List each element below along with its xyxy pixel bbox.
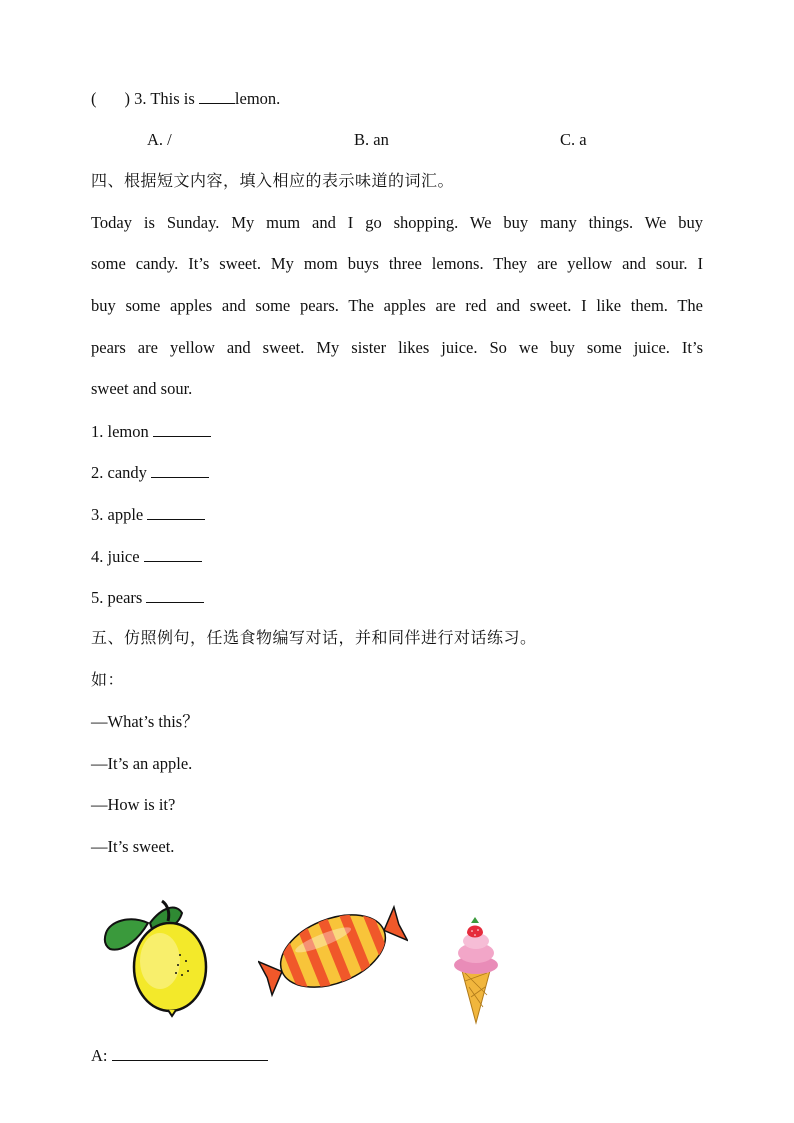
passage-line: pears are yellow and sweet. My sister likes juice. So we buy some juice. It’s (91, 338, 703, 357)
dialogue-line: —It’s sweet. (91, 837, 175, 856)
question-3-tail: lemon. (234, 89, 281, 108)
option-c[interactable]: C. a (560, 130, 587, 149)
passage-line: some candy. It’s sweet. My mom buys three lemons. They are yellow and sour. I (91, 254, 703, 273)
example-label: 如： (91, 670, 125, 689)
option-b[interactable]: B. an (354, 130, 389, 149)
fill-item-lemon (91, 421, 703, 442)
blank-line[interactable] (153, 421, 211, 437)
option-a[interactable]: A. / (147, 130, 172, 149)
fill-item-label: 3. apple (91, 505, 144, 524)
ice-cream-icon (447, 915, 505, 1027)
dialogue-line: —How is it? (91, 795, 176, 814)
candy-icon (258, 893, 408, 1008)
fill-item-label: 1. lemon (91, 422, 149, 441)
passage-line: sweet and sour. (91, 379, 193, 398)
dialogue-line: —What’s this？ (91, 712, 199, 731)
blank-line[interactable] (146, 587, 204, 603)
answer-line-a (91, 1045, 703, 1066)
section-4-title: 四、根据短文内容，填入相应的表示味道的词汇。 (91, 171, 455, 190)
fill-item-pears (91, 587, 703, 608)
fill-item-label: 5. pears (91, 588, 143, 607)
blank-line[interactable] (199, 88, 235, 104)
passage-line: buy some apples and some pears. The apples are red and sweet. I like them. The (91, 296, 703, 315)
blank-line[interactable] (147, 504, 205, 520)
fill-item-label: 4. juice (91, 547, 140, 566)
blank-line[interactable] (144, 546, 202, 562)
fill-item-apple (91, 504, 703, 525)
answer-paren-open: ( (91, 89, 97, 108)
dialogue-line: —It’s an apple. (91, 754, 193, 773)
fill-item-label: 2. candy (91, 463, 147, 482)
fill-item-candy (91, 462, 703, 483)
question-3 (91, 88, 703, 109)
question-3-stem: ) 3. This is (124, 89, 195, 108)
answer-blank[interactable] (112, 1045, 268, 1061)
speaker-label: A: (91, 1046, 108, 1065)
fill-item-juice (91, 546, 703, 567)
section-5-title: 五、仿照例句，任选食物编写对话，并和同伴进行对话练习。 (91, 628, 537, 647)
lemon-icon (100, 893, 215, 1018)
passage-line: Today is Sunday. My mum and I go shopping. We buy many things. We buy (91, 213, 703, 232)
blank-line[interactable] (151, 462, 209, 478)
